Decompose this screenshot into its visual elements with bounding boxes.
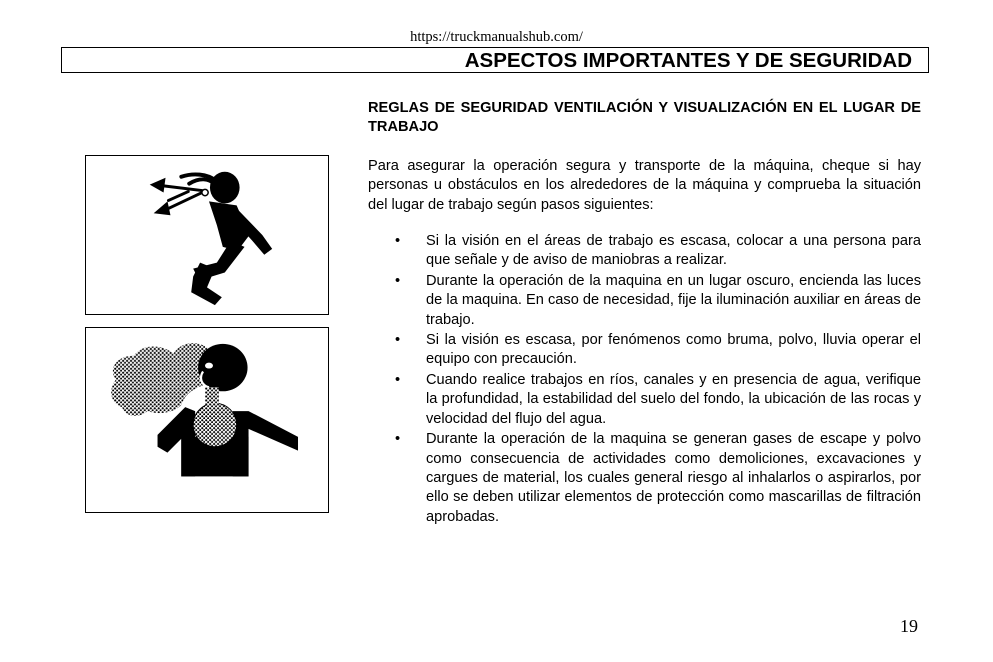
section-title: REGLAS DE SEGURIDAD VENTILACIÓN Y VISUALIZACIÓN EN EL LUGAR DE TRABAJO (368, 100, 921, 136)
bullet-icon: • (395, 431, 401, 448)
list-item-text: Si la visión es escasa, por fenómenos como bruma, polvo, lluvia operar el equipo con precaución. (426, 332, 921, 368)
person-inhaling-dust-icon (85, 327, 329, 513)
page-number: 19 (900, 616, 918, 636)
list-item (368, 272, 921, 330)
list-item (368, 331, 921, 370)
intro-paragraph: Para asegurar la operación segura y transporte de la máquina, cheque si hay personas u obstáculos en los alrededores de la máquina y comprueba la situación del lugar de trabajo según pasos siguientes: (368, 157, 921, 213)
list-item-text: Cuando realice trabajos en ríos, canales y en presencia de agua, verifique la profundidad, la estabilidad del suelo del fondo, la ubicación de las rocas y velocidad del flujo del agua. (426, 371, 921, 427)
list-item (368, 430, 921, 527)
bullet-icon: • (395, 272, 401, 289)
falling-person-visibility-icon (85, 155, 329, 315)
bullet-icon: • (395, 332, 401, 349)
page-title: ASPECTOS IMPORTANTES Y DE SEGURIDAD (464, 49, 912, 72)
source-url: https://truckmanualshub.com/ (410, 29, 583, 45)
bullet-icon: • (395, 371, 401, 388)
list-item (368, 371, 921, 429)
page-header (61, 47, 929, 73)
list-item (368, 232, 921, 271)
safety-bullet-list (368, 232, 921, 527)
list-item-text: Durante la operación de la maquina en un lugar oscuro, encienda las luces de la maquina. En caso de necesidad, fije la iluminación auxiliar en áreas de trabajo. (426, 272, 921, 328)
list-item-text: Durante la operación de la maquina se generan gases de escape y polvo como consecuencia de actividades como demoliciones, excavaciones y cargues de material, los cuales general riesgo al inhalarlos o aspirarlos, por ello se deben utilizar elementos de protección como mascarillas de filtración aprobadas. (426, 431, 921, 525)
bullet-icon: • (395, 233, 401, 250)
list-item-text: Si la visión en el áreas de trabajo es escasa, colocar a una persona para que señale y de aviso de maniobras a realizar. (426, 233, 921, 269)
main-content (368, 99, 921, 528)
